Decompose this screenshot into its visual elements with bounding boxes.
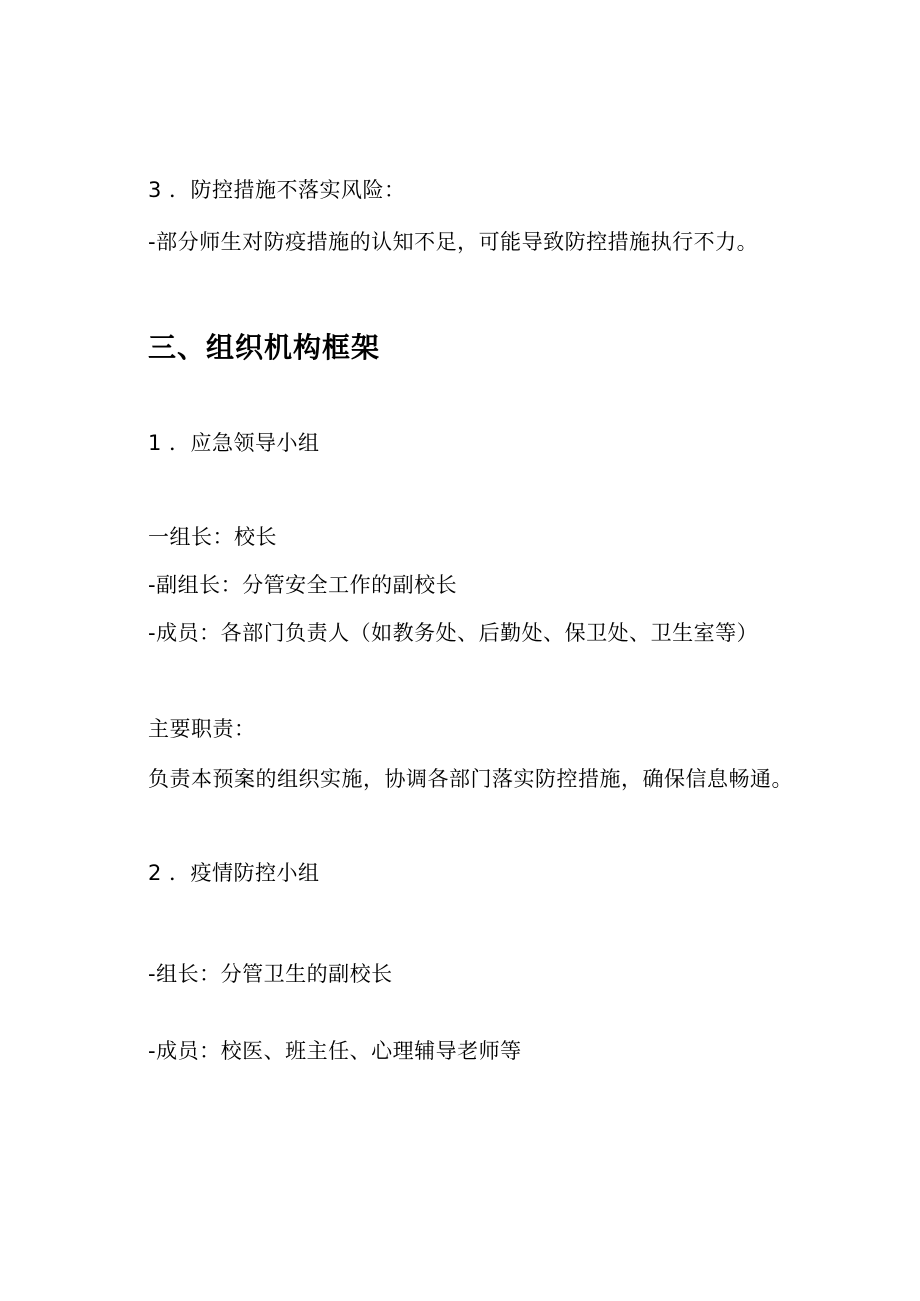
duties-text: 负责本预案的组织实施，协调各部门落实防控措施，确保信息畅通。 [148,767,793,791]
group-1-deputy-leader: -副组长：分管安全工作的副校长 [148,573,458,597]
group-1-leader: 一组长：校长 [148,525,277,549]
group-1-title: 1 ．应急领导小组 [148,431,320,455]
group-2-members: -成员：校医、班主任、心理辅导老师等 [148,1039,522,1063]
group-2-title: 2 ．疫情防控小组 [148,861,320,885]
section-heading-organization: 三、组织机构框架 [148,331,381,364]
risk-3-title: 3 ．防控措施不落实风险： [148,178,406,202]
duties-label: 主要职责： [148,717,256,741]
group-2-leader: -组长：分管卫生的副校长 [148,962,393,986]
risk-3-description: -部分师生对防疫措施的认知不足，可能导致防控措施执行不力。 [148,230,759,254]
group-1-members: -成员：各部门负责人（如教务处、后勤处、保卫处、卫生室等） [148,621,759,645]
